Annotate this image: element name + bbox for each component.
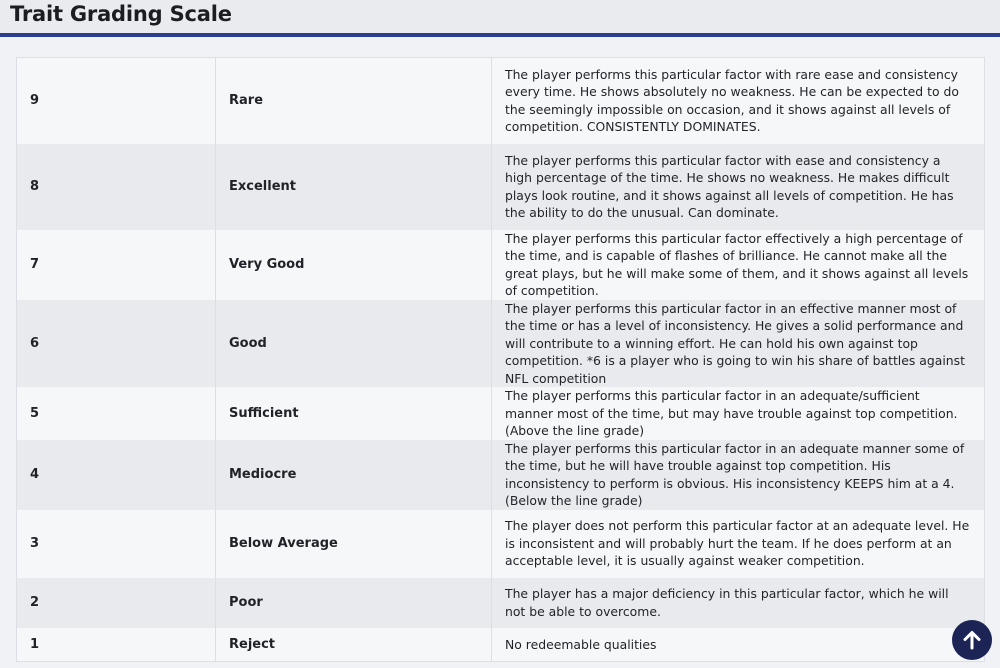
grade-cell: 3 xyxy=(17,510,216,578)
page-title: Trait Grading Scale xyxy=(10,2,232,26)
arrow-up-icon xyxy=(961,629,983,651)
label-cell: Poor xyxy=(216,578,492,628)
description-cell: The player has a major deficiency in this particular factor, which he will not be able to overcome. xyxy=(505,586,949,619)
table-row xyxy=(17,58,985,144)
label-cell: Good xyxy=(216,300,492,388)
grade-cell: 8 xyxy=(17,144,216,230)
grade-cell: 2 xyxy=(17,578,216,628)
label-cell: Reject xyxy=(216,628,492,662)
table-row xyxy=(17,578,985,628)
grade-cell: 5 xyxy=(17,387,216,440)
description-cell: The player performs this particular factor in an effective manner most of the time or has a level of inconsistency. He gives a solid performance and will contribute to a winning effort. He can hold his own against top competition. *6 is a player who is going to win his share of battles against NFL competition xyxy=(505,300,965,386)
description-cell: The player performs this particular factor effectively a high percentage of the time, and is capable of flashes of brilliance. He cannot make all the great plays, but he will make some of them, and it shows against all levels of competition. xyxy=(505,230,969,298)
grade-cell: 1 xyxy=(17,628,216,662)
page-header xyxy=(0,0,1000,37)
table-row xyxy=(17,510,985,578)
description-cell: The player performs this particular factor in an adequate/sufficient manner most of the time, but may have trouble against top competition. (Above the line grade) xyxy=(505,388,958,438)
scroll-to-top-button[interactable] xyxy=(952,620,992,660)
grade-cell: 9 xyxy=(17,58,216,144)
description-cell: The player performs this particular factor in an adequate manner some of the time, but he will have trouble against top competition. His inconsistency to perform is obvious. His inconsistency KEEPS him at a 4. (Below the line grade) xyxy=(505,440,965,508)
grade-cell: 6 xyxy=(17,300,216,388)
label-cell: Rare xyxy=(216,58,492,144)
table-row xyxy=(17,628,985,662)
table-row xyxy=(17,440,985,510)
description-cell: The player does not perform this particular factor at an adequate level. He is inconsistent and will probably hurt the team. If he does perform at an acceptable level, it is usually against weaker competition. xyxy=(505,518,970,569)
label-cell: Below Average xyxy=(216,510,492,578)
description-cell: The player performs this particular factor with ease and consistency a high percentage of the time. He shows no weakness. He makes difficult plays look routine, and it shows against all levels of competition. He has the ability to do the unusual. Can dominate. xyxy=(505,152,954,220)
grade-cell: 4 xyxy=(17,440,216,510)
table-row xyxy=(17,387,985,440)
table-row xyxy=(17,230,985,300)
label-cell: Sufficient xyxy=(216,387,492,440)
description-cell: The player performs this particular factor with rare ease and consistency every time. He shows absolutely no weakness. He can be expected to do the seemingly impossible on occasion, and it shows against all levels of competition. CONSISTENTLY DOMINATES. xyxy=(505,66,959,135)
table-row xyxy=(17,144,985,230)
label-cell: Excellent xyxy=(216,144,492,230)
grade-cell: 7 xyxy=(17,230,216,300)
description-cell: No redeemable qualities xyxy=(505,636,657,652)
label-cell: Very Good xyxy=(216,230,492,300)
grading-scale-table xyxy=(16,57,985,662)
content-area xyxy=(0,37,1000,668)
label-cell: Mediocre xyxy=(216,440,492,510)
table-row xyxy=(17,300,985,388)
